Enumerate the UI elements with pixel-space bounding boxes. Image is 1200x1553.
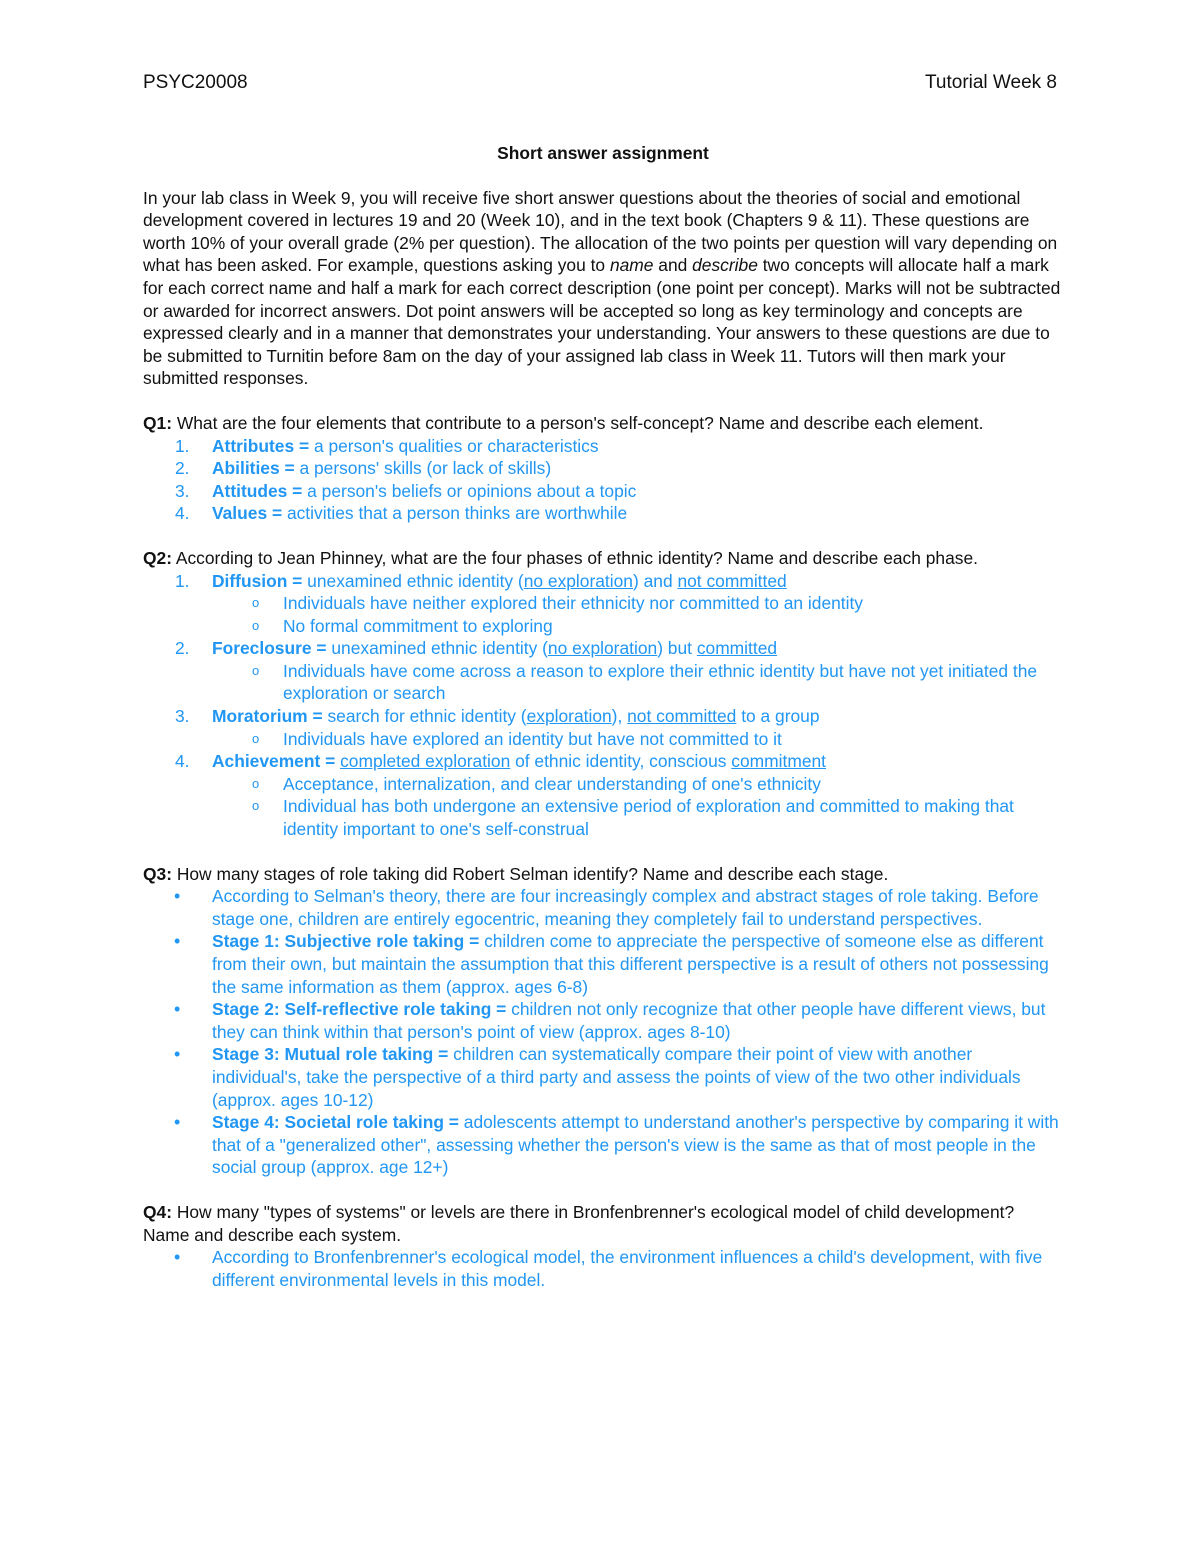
list-item (143, 502, 1063, 525)
sub-list (212, 660, 1063, 705)
list-item (143, 930, 1063, 998)
item-term: Foreclosure = (212, 638, 327, 659)
question-2 (143, 547, 1063, 570)
sub-item-text: No formal commitment to exploring (283, 615, 553, 636)
item-term: Diffusion = (212, 570, 303, 591)
item-number: 2. (175, 638, 190, 659)
list-item (143, 998, 1063, 1043)
list-item (143, 750, 1063, 840)
bullet-icon: • (174, 1247, 181, 1268)
item-number: 4. (175, 751, 190, 772)
list-item (143, 705, 1063, 750)
sub-item (143, 728, 1063, 751)
q1-answer-list (143, 435, 1063, 525)
list-item (143, 637, 1063, 705)
list-item (143, 435, 1063, 458)
intro-describe-italic: describe (692, 255, 758, 276)
underlined-term: exploration (526, 706, 612, 727)
question-text: How many "types of systems" or levels are there in Bronfenbrenner's ecological model of child development? Name and describe each system. (143, 1201, 1015, 1245)
item-desc: search for ethnic identity ( (322, 706, 527, 727)
item-desc: adolescents attempt to understand another's perspective by comparing it with that of a "generalized other", assessing whether the person's view is the same as that of most people in the social group (approx. age 12+) (212, 1112, 1059, 1178)
page-header (143, 72, 1057, 98)
sub-list (212, 773, 1063, 841)
item-desc: a person's beliefs or opinions about a topic (302, 480, 637, 501)
list-item (143, 480, 1063, 503)
item-term: Values = (212, 503, 283, 524)
course-code: PSYC20008 (143, 72, 248, 93)
sub-item (143, 592, 1063, 615)
item-term: Stage 3: Mutual role taking = (212, 1044, 449, 1065)
question-text: According to Jean Phinney, what are the four phases of ethnic identity? Name and describe each phase. (172, 547, 978, 568)
item-desc: to a group (736, 706, 820, 727)
item-desc: of ethnic identity, conscious (510, 751, 732, 772)
document-title: Short answer assignment (497, 143, 709, 163)
item-desc: ) and (632, 570, 678, 591)
underlined-term: committed (696, 638, 778, 659)
list-item (143, 570, 1063, 638)
sub-bullet-icon: o (252, 798, 260, 814)
item-desc: ), (611, 706, 628, 727)
item-term: Stage 2: Self-reflective role taking = (212, 999, 507, 1020)
item-desc: children can systematically compare their point of view with another individual's, take the perspective of a third party and assess the points of view of the two other individuals (approx. ages 10-12) (212, 1044, 1021, 1110)
question-4 (143, 1201, 1063, 1246)
item-number: 2. (175, 458, 190, 479)
question-label: Q3: (143, 863, 172, 884)
question-label: Q1: (143, 412, 172, 433)
item-term: Attitudes = (212, 480, 303, 501)
item-number: 3. (175, 706, 190, 727)
item-term: Attributes = (212, 435, 310, 456)
sub-item-text: Individual has both undergone an extensive period of exploration and committed to making that identity important to one's self-construal (283, 796, 1014, 840)
item-desc: According to Bronfenbrenner's ecological model, the environment influences a child's development, with five different environmental levels in this model. (212, 1247, 1043, 1290)
bullet-icon: • (174, 1112, 181, 1133)
sub-item-text: Individuals have neither explored their ethnicity nor committed to an identity (283, 593, 864, 614)
q4-answer-list (143, 1246, 1063, 1291)
item-desc: a persons' skills (or lack of skills) (294, 458, 552, 479)
list-item (143, 1111, 1063, 1179)
sub-item (143, 773, 1063, 796)
item-desc: unexamined ethnic identity ( (326, 638, 548, 659)
intro-name-italic: name (609, 255, 654, 276)
bullet-icon: • (174, 931, 181, 952)
sub-item-text: Acceptance, internalization, and clear understanding of one's ethnicity (283, 773, 821, 794)
intro-and: and (653, 255, 693, 276)
question-text: How many stages of role taking did Robert Selman identify? Name and describe each stage. (172, 863, 889, 884)
question-label: Q4: (143, 1201, 172, 1222)
question-label: Q2: (143, 547, 172, 568)
intro-text-2: two concepts will allocate half a mark for each correct name and half a mark for each correct description (one point per concept). Marks will not be subtracted or awarded for incorrect answers. Dot point answers will be accepted so long as key terminology and concepts are expressed clearly and in a manner that demonstrates your understanding. Your answers to these questions are due to be submitted to Turnitin before 8am on the day of your assigned lab class in Week 11. Tutors will then mark your submitted responses. (143, 255, 1061, 389)
item-number: 3. (175, 480, 190, 501)
item-term: Achievement = (212, 751, 336, 772)
question-text: What are the four elements that contribute to a person's self-concept? Name and describe each element. (172, 412, 984, 433)
item-desc: children come to appreciate the perspective of someone else as different from their own, but maintain the assumption that this different perspective is a result of others not possessing the same information as them (approx. ages 6-8) (212, 931, 1049, 997)
intro-paragraph (143, 187, 1063, 390)
sub-bullet-icon: o (252, 595, 260, 611)
sub-list (212, 728, 1063, 751)
sub-item (143, 660, 1063, 705)
underlined-term: no exploration (547, 638, 658, 659)
item-desc: activities that a person thinks are worthwhile (282, 503, 628, 524)
item-desc: unexamined ethnic identity ( (302, 570, 524, 591)
list-item (143, 885, 1063, 930)
list-item (143, 457, 1063, 480)
tutorial-week: Tutorial Week 8 (925, 72, 1057, 93)
item-desc: ) but (657, 638, 697, 659)
bullet-icon: • (174, 886, 181, 907)
bullet-icon: • (174, 999, 181, 1020)
bullet-icon: • (174, 1044, 181, 1065)
intro-text-1: In your lab class in Week 9, you will receive five short answer questions about the theories of social and emotional development covered in lectures 19 and 20 (Week 10), and in the text book (Chapters 9 & 11). These questions are worth 10% of your overall grade (2% per question). The allocation of the two points per question will vary depending on what has been asked. For example, questions asking you to (143, 187, 1058, 276)
q2-answer-list (143, 570, 1063, 841)
sub-item (143, 795, 1063, 840)
underlined-term: completed exploration (340, 751, 511, 772)
sub-item (143, 615, 1063, 638)
sub-bullet-icon: o (252, 617, 260, 633)
sub-item-text: Individuals have come across a reason to explore their ethnic identity but have not yet initiated the exploration or search (283, 660, 1038, 704)
item-desc: According to Selman's theory, there are four increasingly complex and abstract stages of role taking. Before stage one, children are entirely egocentric, meaning they completely fail to understand perspectives. (212, 886, 1039, 929)
underlined-term: no exploration (523, 570, 633, 591)
sub-bullet-icon: o (252, 775, 260, 791)
item-desc: children not only recognize that other people have different views, but they can think within that person's point of view (approx. ages 8-10) (212, 999, 1046, 1042)
item-number: 4. (175, 503, 190, 524)
item-desc: a person's qualities or characteristics (309, 435, 599, 456)
item-term: Stage 4: Societal role taking = (212, 1112, 459, 1133)
item-term: Stage 1: Subjective role taking = (212, 931, 480, 952)
document-body (143, 142, 1063, 1313)
sub-list (212, 592, 1063, 637)
item-number: 1. (175, 435, 190, 456)
sub-bullet-icon: o (252, 730, 260, 746)
list-item (143, 1043, 1063, 1111)
underlined-term: commitment (731, 751, 826, 772)
question-3 (143, 863, 1063, 886)
question-1 (143, 412, 1063, 435)
sub-bullet-icon: o (252, 662, 260, 678)
underlined-term: not committed (627, 706, 737, 727)
q3-answer-list (143, 885, 1063, 1179)
item-term: Moratorium = (212, 706, 323, 727)
item-term: Abilities = (212, 458, 295, 479)
sub-item-text: Individuals have explored an identity but have not committed to it (283, 728, 782, 749)
item-number: 1. (175, 570, 190, 591)
underlined-term: not committed (677, 570, 787, 591)
list-item (143, 1246, 1063, 1291)
